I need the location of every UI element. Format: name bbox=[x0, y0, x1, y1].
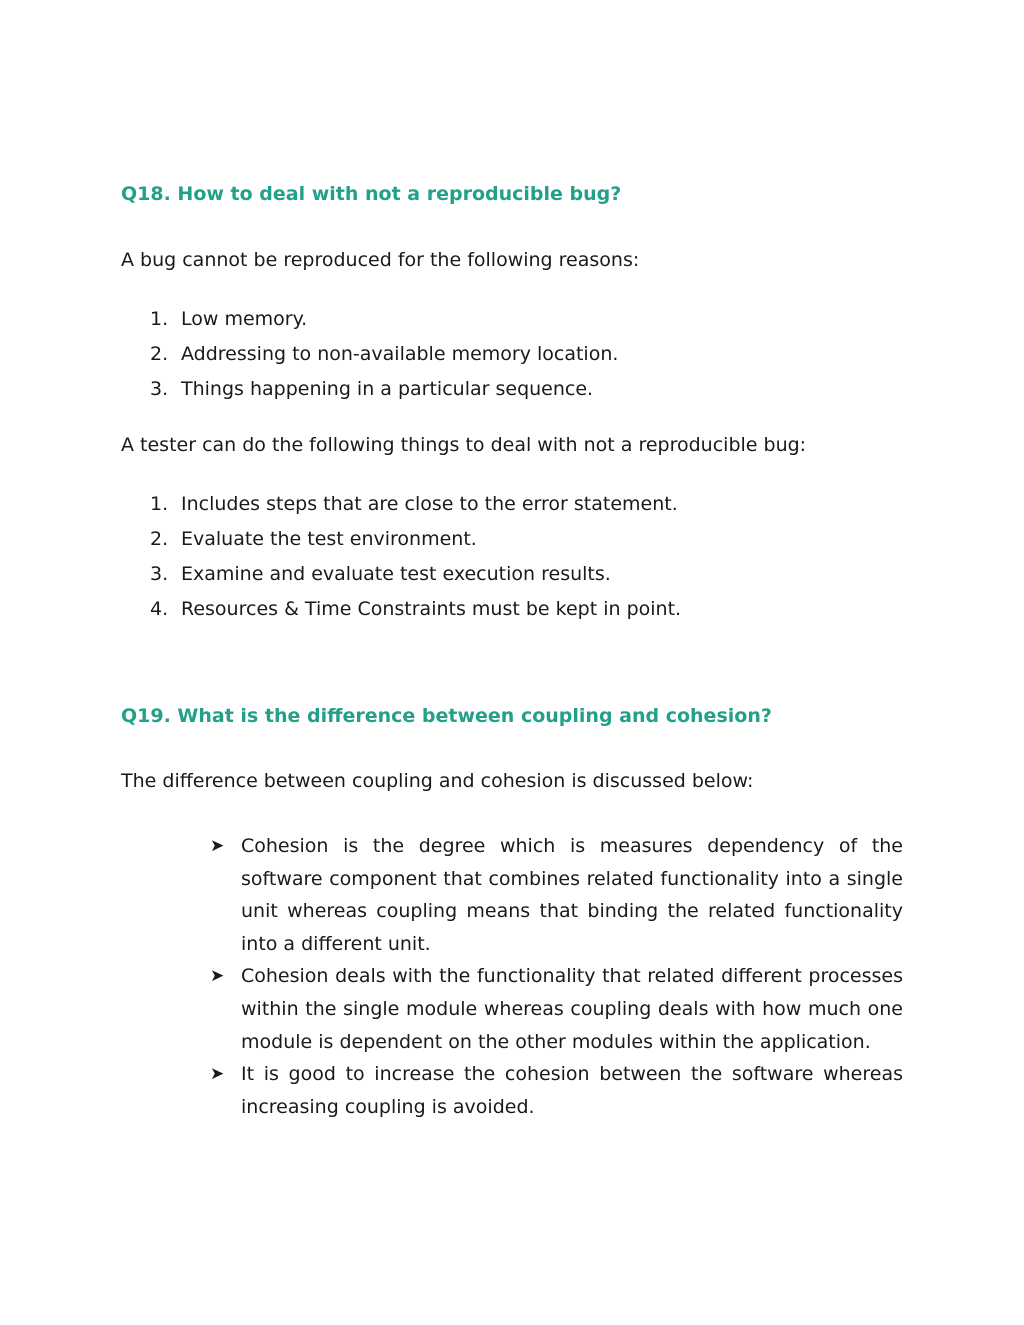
list-item bbox=[207, 960, 903, 1058]
list-item-number: 4. bbox=[150, 598, 169, 620]
list-item-number: 1. bbox=[150, 308, 169, 330]
arrow-bullet-icon: ➤ bbox=[210, 966, 225, 987]
list-item-text: Cohesion deals with the functionality that related different processes within the single module whereas coupling deals with how much one module is dependent on the other modules within the application. bbox=[241, 965, 903, 1053]
q19-heading: Q19. What is the difference between coupling and cohesion? bbox=[121, 705, 772, 727]
list-item bbox=[207, 830, 903, 960]
list-item-number: 3. bbox=[150, 563, 169, 585]
list-item-text: Things happening in a particular sequence. bbox=[181, 378, 594, 400]
list-item bbox=[207, 1058, 903, 1123]
list-item-text: Examine and evaluate test execution results. bbox=[181, 563, 611, 585]
list-item-number: 2. bbox=[150, 528, 169, 550]
list-item-number: 3. bbox=[150, 378, 169, 400]
list-item-text: Addressing to non-available memory location. bbox=[181, 343, 619, 365]
arrow-bullet-icon: ➤ bbox=[210, 1064, 225, 1085]
q19-intro: The difference between coupling and cohesion is discussed below: bbox=[121, 770, 754, 792]
list-item-text: Low memory. bbox=[181, 308, 308, 330]
list-item-text: Cohesion is the degree which is measures dependency of the software component that combines related functionality into a single unit whereas coupling means that binding the related functionality into a different unit. bbox=[241, 835, 903, 955]
arrow-bullet-icon: ➤ bbox=[210, 836, 225, 856]
list-item-text: It is good to increase the cohesion between the software whereas increasing coupling is avoided. bbox=[241, 1063, 903, 1118]
list-item-text: Resources & Time Constraints must be kept in point. bbox=[181, 598, 682, 620]
list-item-text: Includes steps that are close to the error statement. bbox=[181, 493, 678, 515]
q19-bullet-list bbox=[207, 830, 903, 1123]
q18-intro2: A tester can do the following things to deal with not a reproducible bug: bbox=[121, 434, 807, 456]
list-item-text: Evaluate the test environment. bbox=[181, 528, 477, 550]
q18-intro: A bug cannot be reproduced for the following reasons: bbox=[121, 249, 640, 271]
list-item-number: 1. bbox=[150, 493, 169, 515]
q18-heading: Q18. How to deal with not a reproducible bug? bbox=[121, 183, 622, 205]
list-item-number: 2. bbox=[150, 343, 169, 365]
